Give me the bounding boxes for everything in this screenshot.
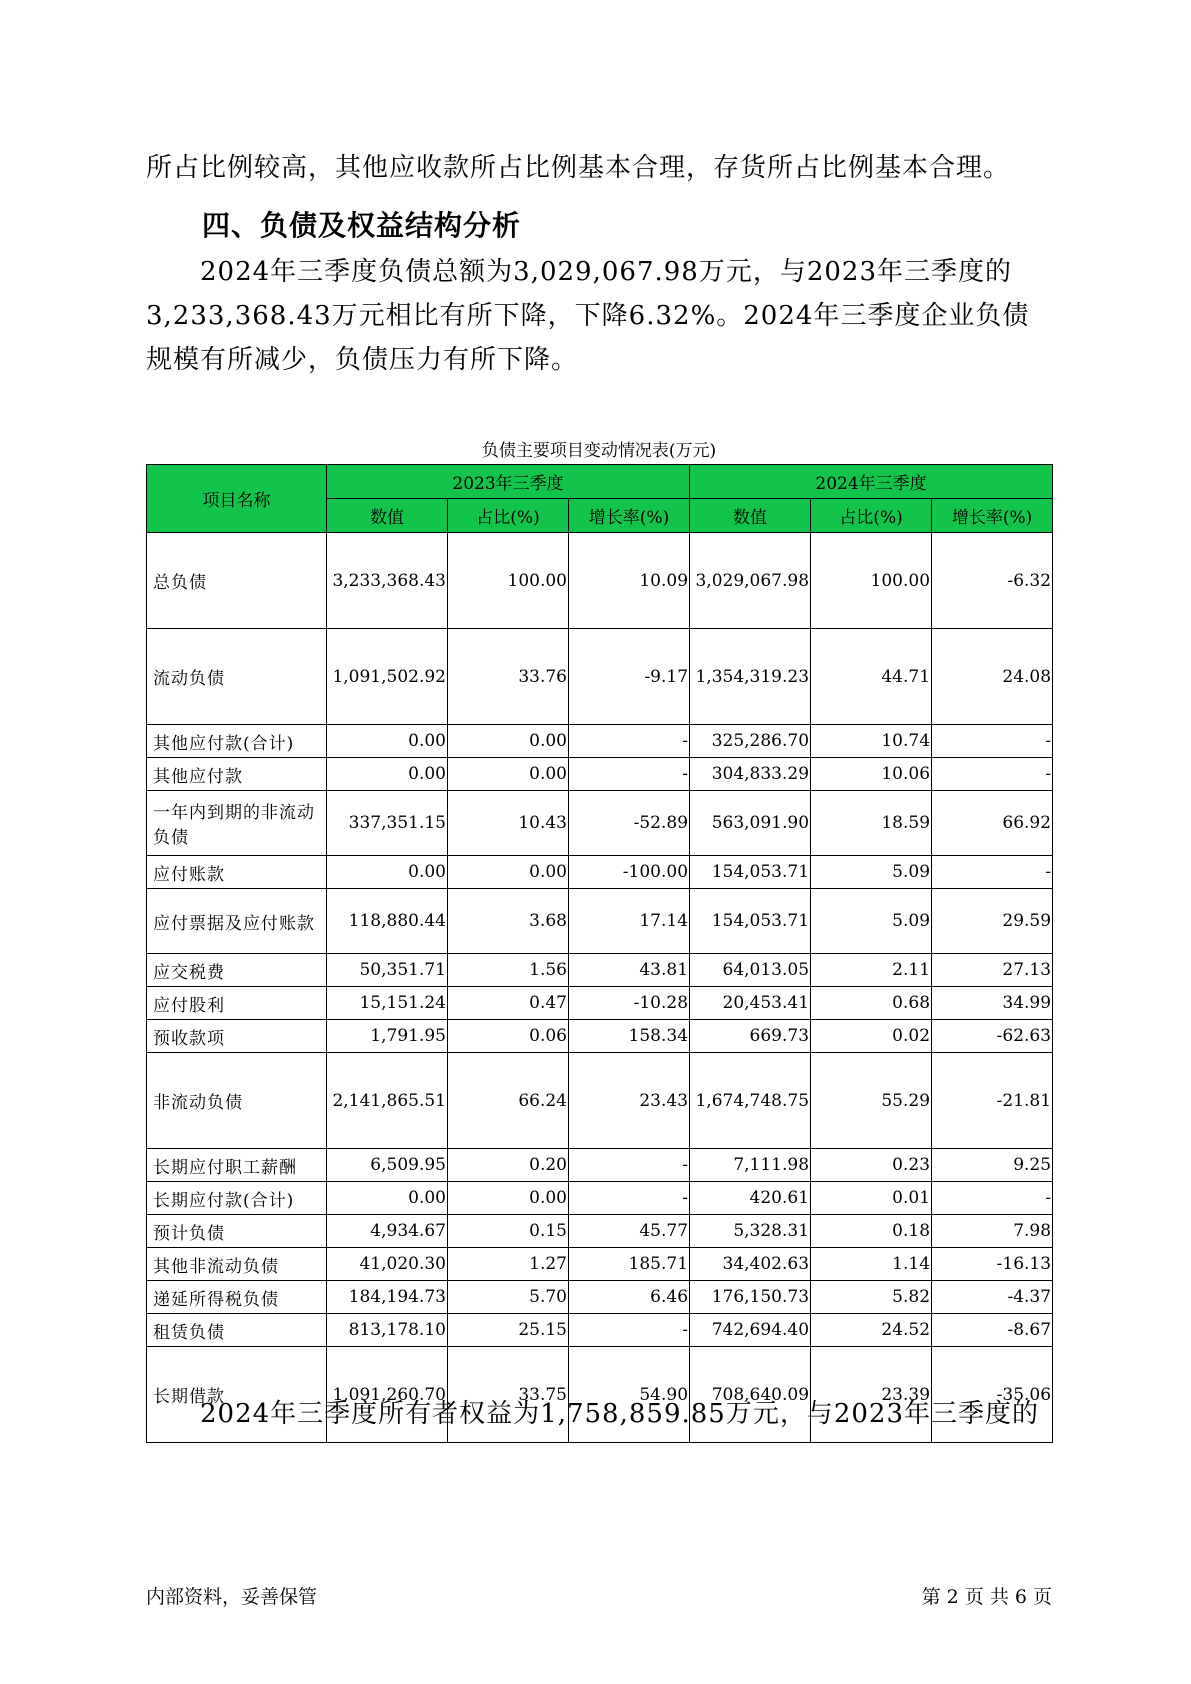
share-2023-cell: 10.43 xyxy=(448,791,569,856)
growth-2024-cell: -6.32 xyxy=(932,533,1053,629)
table-row xyxy=(147,725,1053,758)
share-2023-cell: 66.24 xyxy=(448,1053,569,1149)
table-row xyxy=(147,758,1053,791)
growth-2023-cell: - xyxy=(569,758,690,791)
value-2024-cell: 64,013.05 xyxy=(690,954,811,987)
value-2023-cell: 6,509.95 xyxy=(327,1149,448,1182)
growth-2023-cell: 23.43 xyxy=(569,1053,690,1149)
table-row xyxy=(147,1182,1053,1215)
growth-2024-cell: 34.99 xyxy=(932,987,1053,1020)
row-name-cell: 递延所得税负债 xyxy=(147,1281,327,1314)
growth-2023-cell: 10.09 xyxy=(569,533,690,629)
row-name-cell: 应付账款 xyxy=(147,856,327,889)
value-2023-cell: 0.00 xyxy=(327,1182,448,1215)
value-2024-cell: 708,640.09 xyxy=(690,1347,811,1443)
row-name-cell: 预收款项 xyxy=(147,1020,327,1053)
value-2023-cell: 4,934.67 xyxy=(327,1215,448,1248)
share-2023-cell: 0.47 xyxy=(448,987,569,1020)
table-row xyxy=(147,1281,1053,1314)
table-row xyxy=(147,954,1053,987)
row-name-cell: 总负债 xyxy=(147,533,327,629)
growth-2023-cell: - xyxy=(569,1182,690,1215)
growth-2024-cell: -35.06 xyxy=(932,1347,1053,1443)
row-name-cell: 其他应付款(合计) xyxy=(147,725,327,758)
growth-2023-cell: 54.90 xyxy=(569,1347,690,1443)
growth-2023-cell: -9.17 xyxy=(569,629,690,725)
growth-2024-cell: 24.08 xyxy=(932,629,1053,725)
growth-2024-cell: - xyxy=(932,1182,1053,1215)
table-row xyxy=(147,1314,1053,1347)
value-2024-cell: 154,053.71 xyxy=(690,856,811,889)
value-2024-cell: 20,453.41 xyxy=(690,987,811,1020)
row-name-cell: 其他非流动负债 xyxy=(147,1248,327,1281)
share-2023-cell: 1.56 xyxy=(448,954,569,987)
footer-page-number: 第 2 页 共 6 页 xyxy=(921,1586,1052,1608)
row-name-cell: 预计负债 xyxy=(147,1215,327,1248)
growth-2024-cell: -4.37 xyxy=(932,1281,1053,1314)
row-name-cell: 应付票据及应付账款 xyxy=(147,889,327,954)
share-2023-cell: 0.00 xyxy=(448,856,569,889)
growth-2023-cell: 158.34 xyxy=(569,1020,690,1053)
growth-2024-cell: - xyxy=(932,725,1053,758)
value-2024-cell: 5,328.31 xyxy=(690,1215,811,1248)
table-row xyxy=(147,1149,1053,1182)
share-2024-cell: 0.01 xyxy=(811,1182,932,1215)
share-2023-cell: 33.75 xyxy=(448,1347,569,1443)
share-2024-cell: 23.39 xyxy=(811,1347,932,1443)
growth-2023-cell: - xyxy=(569,1149,690,1182)
value-2023-cell: 184,194.73 xyxy=(327,1281,448,1314)
growth-2023-cell: -100.00 xyxy=(569,856,690,889)
value-2023-cell: 41,020.30 xyxy=(327,1248,448,1281)
growth-2024-cell: 9.25 xyxy=(932,1149,1053,1182)
share-2023-cell: 33.76 xyxy=(448,629,569,725)
growth-2024-cell: -21.81 xyxy=(932,1053,1053,1149)
value-2023-cell: 1,091,260.70 xyxy=(327,1347,448,1443)
share-2023-cell: 100.00 xyxy=(448,533,569,629)
row-name-cell: 流动负债 xyxy=(147,629,327,725)
value-2024-cell: 325,286.70 xyxy=(690,725,811,758)
share-2023-cell: 0.20 xyxy=(448,1149,569,1182)
growth-2023-cell: 185.71 xyxy=(569,1248,690,1281)
share-2023-cell: 0.06 xyxy=(448,1020,569,1053)
value-2024-cell: 7,111.98 xyxy=(690,1149,811,1182)
value-2023-cell: 50,351.71 xyxy=(327,954,448,987)
share-2023-cell: 0.00 xyxy=(448,758,569,791)
table-row xyxy=(147,987,1053,1020)
growth-2024-cell: -62.63 xyxy=(932,1020,1053,1053)
value-2024-cell: 3,029,067.98 xyxy=(690,533,811,629)
column-header-2023: 2023年三季度 xyxy=(327,465,690,499)
growth-2023-cell: 43.81 xyxy=(569,954,690,987)
share-2024-cell: 10.74 xyxy=(811,725,932,758)
table-caption: 负债主要项目变动情况表(万元) xyxy=(481,441,717,461)
value-2023-cell: 15,151.24 xyxy=(327,987,448,1020)
growth-2024-cell: - xyxy=(932,856,1053,889)
share-2024-cell: 0.18 xyxy=(811,1215,932,1248)
value-2024-cell: 669.73 xyxy=(690,1020,811,1053)
subheader-value-2023: 数值 xyxy=(327,499,448,533)
growth-2024-cell: - xyxy=(932,758,1053,791)
share-2023-cell: 25.15 xyxy=(448,1314,569,1347)
table-row xyxy=(147,1053,1053,1149)
value-2024-cell: 34,402.63 xyxy=(690,1248,811,1281)
table-row xyxy=(147,889,1053,954)
row-name-cell: 长期借款 xyxy=(147,1347,327,1443)
growth-2023-cell: - xyxy=(569,1314,690,1347)
subheader-share-2023: 占比(%) xyxy=(448,499,569,533)
growth-2024-cell: 29.59 xyxy=(932,889,1053,954)
value-2024-cell: 176,150.73 xyxy=(690,1281,811,1314)
liability-table xyxy=(146,464,1053,1443)
equity-summary-paragraph: 2024年三季度所有者权益为1,758,859.85万元，与2023年三季度的 xyxy=(200,1399,1040,1429)
row-name-cell: 长期应付职工薪酬 xyxy=(147,1149,327,1182)
share-2024-cell: 5.09 xyxy=(811,889,932,954)
share-2024-cell: 100.00 xyxy=(811,533,932,629)
subheader-value-2024: 数值 xyxy=(690,499,811,533)
value-2023-cell: 1,091,502.92 xyxy=(327,629,448,725)
intro-tail-paragraph: 所占比例较高，其他应收款所占比例基本合理，存货所占比例基本合理。 xyxy=(146,153,1011,183)
share-2024-cell: 10.06 xyxy=(811,758,932,791)
share-2024-cell: 5.82 xyxy=(811,1281,932,1314)
liability-table-body xyxy=(147,533,1053,1443)
growth-2023-cell: 45.77 xyxy=(569,1215,690,1248)
growth-2024-cell: -8.67 xyxy=(932,1314,1053,1347)
row-name-cell: 应交税费 xyxy=(147,954,327,987)
value-2023-cell: 2,141,865.51 xyxy=(327,1053,448,1149)
share-2024-cell: 55.29 xyxy=(811,1053,932,1149)
column-header-2024: 2024年三季度 xyxy=(690,465,1053,499)
growth-2024-cell: 66.92 xyxy=(932,791,1053,856)
value-2023-cell: 0.00 xyxy=(327,856,448,889)
value-2024-cell: 1,674,748.75 xyxy=(690,1053,811,1149)
share-2024-cell: 2.11 xyxy=(811,954,932,987)
growth-2023-cell: -10.28 xyxy=(569,987,690,1020)
growth-2023-cell: - xyxy=(569,725,690,758)
section-heading: 四、负债及权益结构分析 xyxy=(202,209,522,242)
growth-2024-cell: -16.13 xyxy=(932,1248,1053,1281)
value-2023-cell: 337,351.15 xyxy=(327,791,448,856)
table-row xyxy=(147,629,1053,725)
table-row xyxy=(147,1248,1053,1281)
row-name-cell: 一年内到期的非流动负债 xyxy=(147,791,327,856)
growth-2024-cell: 27.13 xyxy=(932,954,1053,987)
growth-2023-cell: 17.14 xyxy=(569,889,690,954)
value-2023-cell: 0.00 xyxy=(327,725,448,758)
value-2023-cell: 813,178.10 xyxy=(327,1314,448,1347)
share-2024-cell: 24.52 xyxy=(811,1314,932,1347)
share-2023-cell: 0.00 xyxy=(448,725,569,758)
table-row xyxy=(147,1020,1053,1053)
row-name-cell: 应付股利 xyxy=(147,987,327,1020)
value-2023-cell: 0.00 xyxy=(327,758,448,791)
share-2024-cell: 0.02 xyxy=(811,1020,932,1053)
table-row xyxy=(147,791,1053,856)
column-header-item: 项目名称 xyxy=(147,465,327,533)
value-2024-cell: 154,053.71 xyxy=(690,889,811,954)
share-2024-cell: 5.09 xyxy=(811,856,932,889)
subheader-growth-2023: 增长率(%) xyxy=(569,499,690,533)
growth-2023-cell: 6.46 xyxy=(569,1281,690,1314)
value-2024-cell: 304,833.29 xyxy=(690,758,811,791)
share-2024-cell: 0.23 xyxy=(811,1149,932,1182)
value-2023-cell: 3,233,368.43 xyxy=(327,533,448,629)
row-name-cell: 非流动负债 xyxy=(147,1053,327,1149)
share-2023-cell: 0.00 xyxy=(448,1182,569,1215)
table-row xyxy=(147,1215,1053,1248)
row-name-cell: 租赁负债 xyxy=(147,1314,327,1347)
value-2024-cell: 742,694.40 xyxy=(690,1314,811,1347)
row-name-cell: 其他应付款 xyxy=(147,758,327,791)
liability-summary-paragraph: 2024年三季度负债总额为3,029,067.98万元，与2023年三季度的3,233,368.43万元相比有所下降，下降6.32%。2024年三季度企业负债规模有所减少，负债压力有所下降。 xyxy=(146,257,1030,375)
share-2024-cell: 0.68 xyxy=(811,987,932,1020)
share-2023-cell: 0.15 xyxy=(448,1215,569,1248)
share-2024-cell: 18.59 xyxy=(811,791,932,856)
table-row xyxy=(147,533,1053,629)
growth-2023-cell: -52.89 xyxy=(569,791,690,856)
value-2023-cell: 118,880.44 xyxy=(327,889,448,954)
footer-confidential-note: 内部资料，妥善保管 xyxy=(146,1586,318,1608)
share-2024-cell: 44.71 xyxy=(811,629,932,725)
share-2023-cell: 5.70 xyxy=(448,1281,569,1314)
share-2023-cell: 1.27 xyxy=(448,1248,569,1281)
value-2023-cell: 1,791.95 xyxy=(327,1020,448,1053)
share-2023-cell: 3.68 xyxy=(448,889,569,954)
value-2024-cell: 563,091.90 xyxy=(690,791,811,856)
value-2024-cell: 1,354,319.23 xyxy=(690,629,811,725)
share-2024-cell: 1.14 xyxy=(811,1248,932,1281)
row-name-cell: 长期应付款(合计) xyxy=(147,1182,327,1215)
growth-2024-cell: 7.98 xyxy=(932,1215,1053,1248)
value-2024-cell: 420.61 xyxy=(690,1182,811,1215)
subheader-share-2024: 占比(%) xyxy=(811,499,932,533)
table-row xyxy=(147,856,1053,889)
subheader-growth-2024: 增长率(%) xyxy=(932,499,1053,533)
